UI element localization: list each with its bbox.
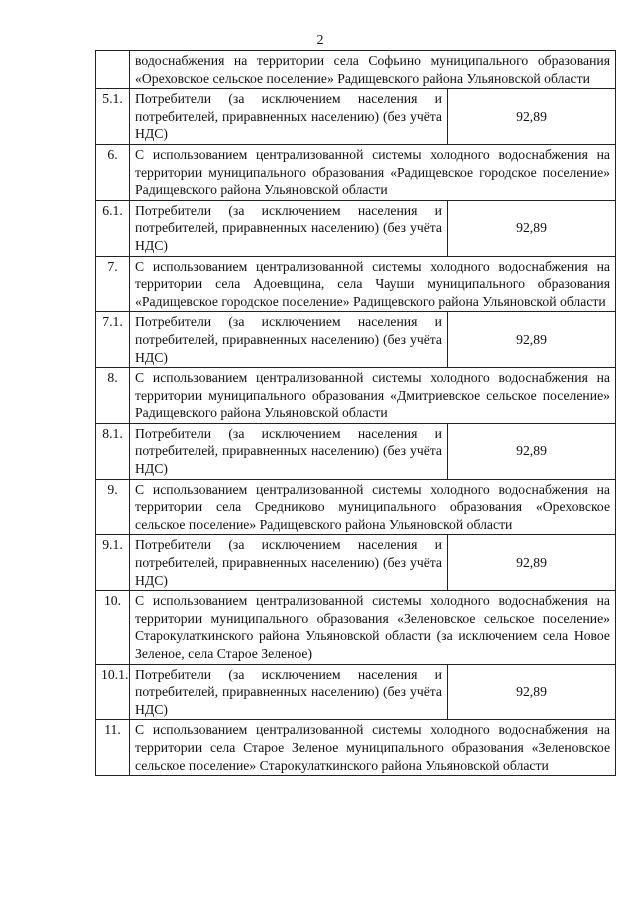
tariff-value: 92,89 [448,89,616,145]
consumer-description: Потребители (за исключением населения и потребителей, приравненных населению) (без учёта НДС) [130,664,448,720]
row-number: 11. [96,720,130,776]
table-row [96,535,616,591]
table-row [96,200,616,256]
tariff-table [95,50,616,776]
section-description: С использованием централизованной системы холодного водоснабжения на территории муниципального образования «Дмитриевское сельское поселение» Радищевского района Ульяновской области [130,368,616,424]
consumer-description: Потребители (за исключением населения и потребителей, приравненных населению) (без учёта НДС) [130,89,448,145]
tariff-value: 92,89 [448,664,616,720]
row-number: 10. [96,591,130,664]
consumer-description: Потребители (за исключением населения и потребителей, приравненных населению) (без учёта НДС) [130,535,448,591]
page-number: 2 [316,33,324,48]
row-number [96,51,130,89]
table-row [96,423,616,479]
row-number: 8. [96,368,130,424]
row-number: 6. [96,144,130,200]
row-number: 5.1. [96,89,130,145]
row-number: 10.1. [96,664,130,720]
row-number: 8.1. [96,423,130,479]
table-row [96,591,616,664]
row-number: 9. [96,479,130,535]
table-row [96,51,616,89]
tariff-value: 92,89 [448,535,616,591]
tariff-value: 92,89 [448,200,616,256]
table-row [96,144,616,200]
row-number: 7.1. [96,312,130,368]
tariff-value: 92,89 [448,312,616,368]
table-row [96,479,616,535]
tariff-value: 92,89 [448,423,616,479]
table-row [96,312,616,368]
table-row [96,89,616,145]
consumer-description: Потребители (за исключением населения и потребителей, приравненных населению) (без учёта НДС) [130,423,448,479]
table-row [96,256,616,312]
consumer-description: Потребители (за исключением населения и потребителей, приравненных населению) (без учёта НДС) [130,200,448,256]
consumer-description: Потребители (за исключением населения и потребителей, приравненных населению) (без учёта НДС) [130,312,448,368]
section-description: С использованием централизованной системы холодного водоснабжения на территории села Адоевщина, села Чауши муниципального образования «Радищевское городское поселение» Радищевского района Ульяновской области [130,256,616,312]
table-row [96,664,616,720]
section-description: С использованием централизованной системы холодного водоснабжения на территории села Средниково муниципального образования «Ореховское сельское поселение» Радищевского района Ульяновской области [130,479,616,535]
row-number: 7. [96,256,130,312]
table-row [96,720,616,776]
row-number: 6.1. [96,200,130,256]
row-number: 9.1. [96,535,130,591]
section-description: С использованием централизованной системы холодного водоснабжения на территории муниципального образования «Радищевское городское поселение» Радищевского района Ульяновской области [130,144,616,200]
section-description: С использованием централизованной системы холодного водоснабжения на территории муниципального образования «Зеленовское сельское поселение» Старокулаткинского района Ульяновской области (за исключением села Новое Зеленое, села Старое Зеленое) [130,591,616,664]
table-row [96,368,616,424]
section-description: водоснабжения на территории села Софьино муниципального образования «Ореховское сельское поселение» Радищевского района Ульяновской области [130,51,616,89]
section-description: С использованием централизованной системы холодного водоснабжения на территории села Старое Зеленое муниципального образования «Зеленовское сельское поселение» Старокулаткинского района Ульяновской области [130,720,616,776]
